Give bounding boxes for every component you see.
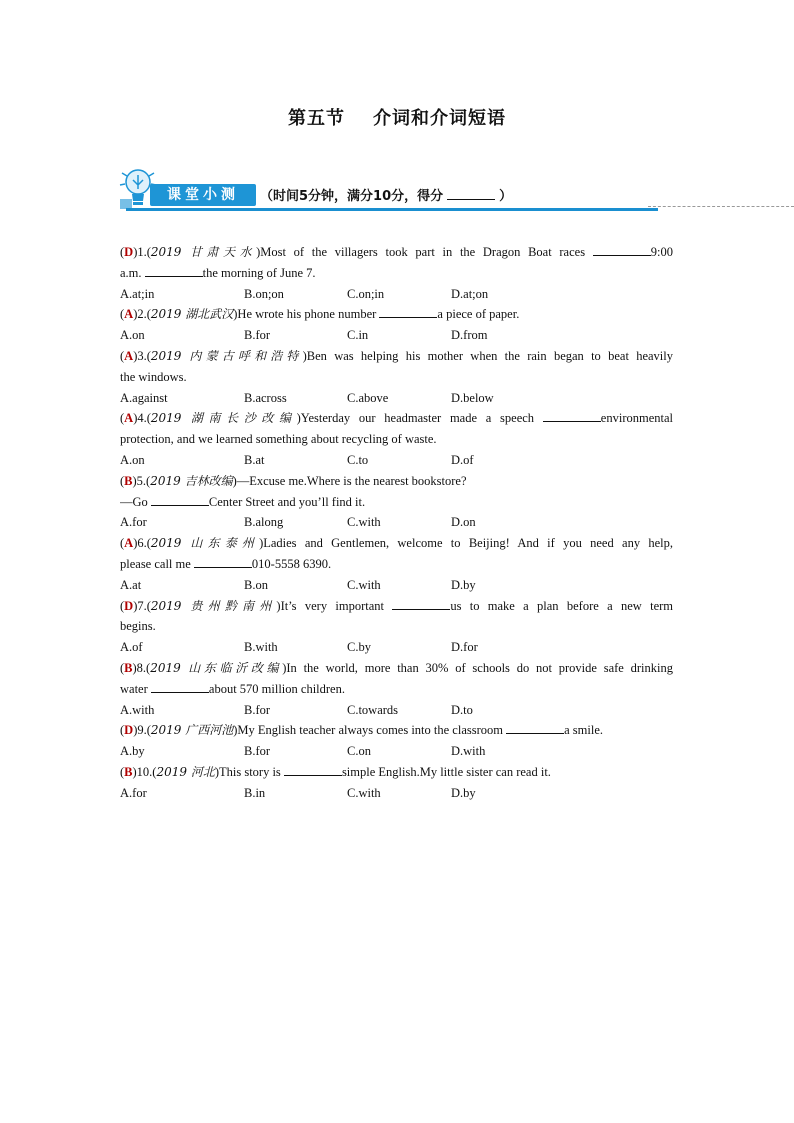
answer-2: A — [124, 307, 134, 322]
option[interactable]: A.by — [120, 744, 145, 759]
option[interactable]: A.on — [120, 452, 145, 467]
option[interactable]: B.on;on — [244, 286, 284, 301]
question-7: (D)7.(2019 贵州黔南州)It’s very important us to make a plan before a new term — [120, 596, 673, 617]
option[interactable]: C.on — [347, 744, 371, 759]
option[interactable]: D.below — [451, 390, 494, 405]
question-10: (B)10.(2019 河北)This story is simple English.My little sister can read it. — [120, 762, 673, 783]
quiz-info-close: ） — [499, 189, 513, 204]
question-7-cont: begins. — [120, 619, 156, 634]
option[interactable]: C.on;in — [347, 286, 385, 301]
options-4 — [120, 450, 673, 471]
question-1: (D)1.(2019 甘肃天水)Most of the villagers took part in the Dragon Boat races 9:00 — [120, 242, 673, 263]
source-4: 2019 湖南长沙改编 — [150, 411, 297, 426]
question-8-cont: water about 570 million children. — [120, 679, 673, 700]
quiz-banner — [118, 165, 794, 215]
option[interactable]: C.above — [347, 390, 389, 405]
answer-1: D — [124, 245, 134, 259]
option[interactable]: C.with — [347, 577, 381, 592]
question-5: (B)5.(2019 吉林改编)—Excuse me.Where is the nearest bookstore? — [120, 473, 467, 488]
option[interactable]: A.with — [120, 702, 155, 717]
page-title — [0, 104, 794, 130]
question-6: (A)6.(2019 山东泰州)Ladies and Gentlemen, welcome to Beijing! And if you need any help, — [120, 536, 673, 551]
answer-4: A — [124, 411, 134, 426]
option[interactable]: B.with — [244, 640, 278, 655]
option[interactable]: B.along — [244, 515, 284, 530]
source-2: 2019 湖北武汉 — [150, 307, 234, 322]
blank[interactable] — [543, 408, 601, 422]
question-2: (A)2.(2019 湖北武汉)He wrote his phone number a piece of paper. — [120, 304, 673, 325]
option[interactable]: D.at;on — [451, 286, 489, 301]
options-10 — [120, 783, 673, 804]
answer-7: D — [124, 598, 134, 613]
blank[interactable] — [194, 554, 252, 568]
option[interactable]: B.at — [244, 452, 265, 467]
score-blank[interactable] — [447, 185, 495, 200]
option[interactable]: D.on — [451, 515, 476, 530]
options-2 — [120, 325, 673, 346]
option[interactable]: C.with — [347, 515, 381, 530]
answer-6: A — [124, 536, 134, 551]
option[interactable]: C.with — [347, 785, 381, 800]
option[interactable]: C.by — [347, 640, 371, 655]
option[interactable]: C.towards — [347, 702, 399, 717]
blank[interactable] — [379, 304, 437, 318]
option[interactable]: D.to — [451, 702, 473, 717]
question-4: (A)4.(2019 湖南长沙改编)Yesterday our headmaster made a speech environmental — [120, 408, 673, 429]
source-5: 2019 吉林改编 — [150, 473, 233, 488]
blank[interactable] — [593, 242, 651, 256]
source-9: 2019 广西河池 — [150, 723, 234, 738]
answer-5: B — [124, 473, 133, 488]
section-topic: 介词和介词短语 — [373, 108, 506, 129]
option[interactable]: D.of — [451, 452, 474, 467]
source-7: 2019 贵州黔南州 — [150, 598, 277, 613]
option[interactable]: A.for — [120, 785, 147, 800]
option[interactable]: D.with — [451, 744, 486, 759]
banner-dashed-line — [648, 206, 794, 207]
question-4-cont: protection, and we learned something about recycling of waste. — [120, 432, 437, 447]
question-5-cont: —Go Center Street and you’ll find it. — [120, 492, 673, 513]
option[interactable]: B.for — [244, 744, 271, 759]
question-3: (A)3.(2019 内蒙古呼和浩特)Ben was helping his mother when the rain began to beat heavily — [120, 348, 673, 363]
source-6: 2019 山东泰州 — [150, 536, 260, 551]
option[interactable]: D.by — [451, 785, 476, 800]
options-7 — [120, 637, 673, 658]
source-8: 2019 山东临沂改编 — [150, 660, 283, 675]
option[interactable]: B.for — [244, 702, 271, 717]
options-8 — [120, 700, 673, 721]
options-5 — [120, 512, 673, 533]
blank[interactable] — [284, 762, 342, 776]
answer-9: D — [124, 723, 134, 738]
option[interactable]: A.at — [120, 577, 142, 592]
option[interactable]: D.for — [451, 640, 478, 655]
blank[interactable] — [392, 596, 450, 610]
quiz-info-text: （时间5分钟，满分10分，得分 — [260, 189, 444, 204]
option[interactable]: B.for — [244, 328, 271, 343]
quiz-info — [260, 185, 512, 207]
blank[interactable] — [151, 679, 209, 693]
question-list — [120, 242, 673, 804]
source-1: 2019 甘肃天水 — [150, 245, 257, 259]
question-6-cont: please call me 010-5558 6390. — [120, 554, 673, 575]
blank[interactable] — [151, 492, 209, 506]
answer-3: A — [124, 348, 134, 363]
answer-8: B — [124, 660, 133, 675]
option[interactable]: B.on — [244, 577, 268, 592]
option[interactable]: C.in — [347, 328, 369, 343]
option[interactable]: B.across — [244, 390, 287, 405]
option[interactable]: A.of — [120, 640, 143, 655]
option[interactable]: D.from — [451, 328, 488, 343]
option[interactable]: A.on — [120, 328, 145, 343]
option[interactable]: D.by — [451, 577, 476, 592]
blank[interactable] — [506, 720, 564, 734]
quiz-badge: 课堂小测 — [150, 184, 256, 206]
banner-underline — [126, 208, 658, 211]
answer-10: B — [124, 764, 133, 779]
question-9: (D)9.(2019 广西河池)My English teacher always comes into the classroom a smile. — [120, 720, 673, 741]
options-1 — [120, 284, 673, 305]
source-3: 2019 内蒙古呼和浩特 — [150, 348, 303, 363]
question-3-cont: the windows. — [120, 369, 187, 384]
option[interactable]: A.against — [120, 390, 168, 405]
blank[interactable] — [145, 263, 203, 277]
question-1-cont: a.m. the morning of June 7. — [120, 263, 673, 284]
option[interactable]: A.for — [120, 515, 147, 530]
source-10: 2019 河北 — [156, 764, 215, 779]
option[interactable]: A.at;in — [120, 286, 155, 301]
options-6 — [120, 575, 673, 596]
option[interactable]: C.to — [347, 452, 369, 467]
options-9 — [120, 741, 673, 762]
section-number: 第五节 — [288, 108, 345, 129]
question-8: (B)8.(2019 山东临沂改编)In the world, more than 30% of schools do not provide safe drinking — [120, 660, 673, 675]
options-3 — [120, 388, 673, 409]
option[interactable]: B.in — [244, 785, 266, 800]
